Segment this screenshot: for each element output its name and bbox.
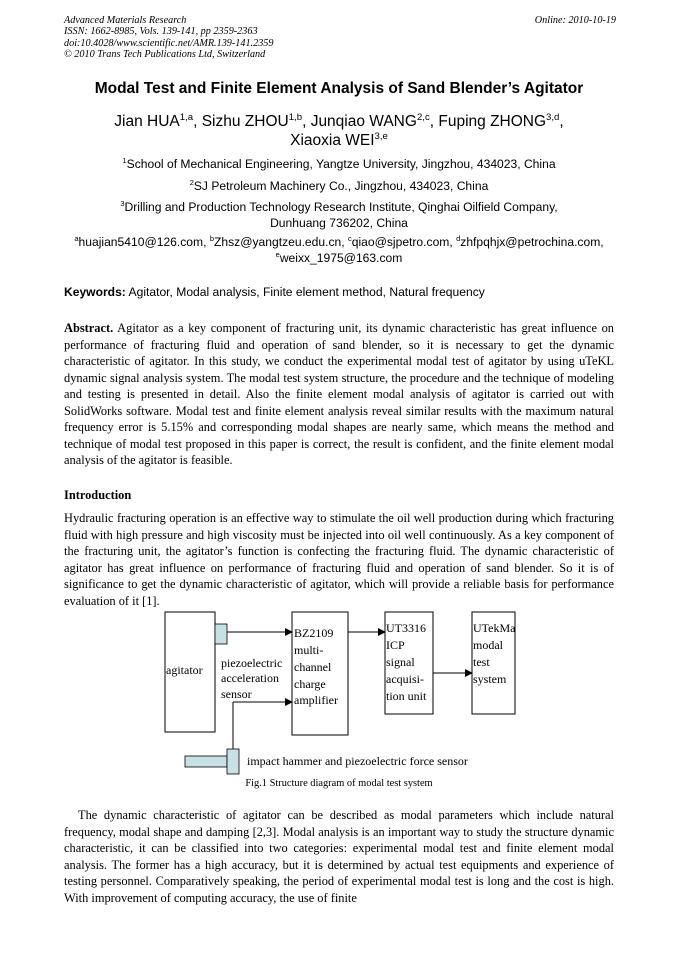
affil-mark: 3 [120, 198, 125, 208]
affiliation-2 [52, 178, 626, 194]
amplifier-label-line: charge [294, 677, 326, 691]
author-name: Junqiao WANG [310, 113, 417, 130]
online-date: Online: 2010-10-19 [534, 15, 616, 26]
email-mark: a [74, 233, 79, 243]
acquisition-label-line: ICP [386, 638, 405, 652]
modal-system-label-line: system [473, 672, 507, 686]
author-name: Sizhu ZHOU [201, 113, 289, 130]
affil-text: Drilling and Production Technology Research Institute, Qinghai Oilfield Company, [124, 200, 558, 214]
author-emails [52, 234, 626, 266]
author-affil-mark: 1,b [288, 111, 303, 123]
hammer-label: impact hammer and piezoelectric force sensor [247, 754, 468, 768]
impact-hammer-head [227, 749, 239, 774]
intro-paragraph-2: The dynamic characteristic of agitator can be described as modal parameters which include natural frequency, modal shape and damping [2,3]. Modal analysis is an important way to study the structure dynamic characteristic, it can be classified into two categories: experimental modal test and finite element modal analysis. The former has a high accuracy, but it is determined by actual test equipments and experience of testing personnel. Comparatively speaking, the period of experimental modal test is long and the cost is high. With improvement of computing accuracy, the use of finite [64, 808, 614, 905]
accelerometer-sensor-block [215, 624, 227, 644]
email-mark: b [209, 233, 214, 243]
page-header [64, 15, 616, 61]
author-affil-mark: 3,e [374, 130, 388, 142]
impact-hammer-handle [185, 756, 227, 767]
intro-paragraph-1: Hydraulic fracturing operation is an effective way to stimulate the oil well production during which fracturing fluid with high pressure and high viscosity must be injected into oil well continuously. As a key component of the fracturing unit, the agitator’s function is confecting the fracturing fluid. The dynamic characteristic of agitator has great influence on performance of fracturing fluid and operation of sand blender. So it is of significance to get the dynamic characteristic of agitator, which will provide a reliable basis for performance evaluation of it [1]. [64, 511, 614, 608]
figure-caption: Fig.1 Structure diagram of modal test system [245, 778, 433, 789]
abstract-text: Agitator as a key component of fracturing unit, its dynamic characteristic has great influence on performance of fracturing fluid and operation of sand blender, so it is necessary to get the dynamic characteristic of agitator. In this study, we conduct the experimental modal test of agitator by using uTeKL dynamic signal analysis system. The modal test system structure, the procedure and the technique of modeling and testing is presented in detail. Also the finite element modal analysis of agitator is carried out with SolidWorks software. Modal test and finite element analysis reveal similar results with the maximum natural frequency error is 5.15% and corresponding modal shapes are nearly same, which means the method and technique of modal test proposed in this paper is correct, the result is confident, and the finite element modal analysis of the agitator is feasible. [64, 321, 614, 467]
amplifier-label-line: multi- [294, 643, 324, 657]
modal-system-label-line: UTekMa [473, 621, 516, 635]
modal-test-structure-diagram [155, 605, 525, 775]
email-mark: d [456, 233, 461, 243]
abstract [64, 320, 614, 469]
affiliation-1 [52, 156, 626, 172]
email: Zhsz@yangtzeu.edu.cn, [214, 235, 348, 249]
author-name: Xiaoxia WEI [290, 132, 375, 149]
copyright-line: © 2010 Trans Tech Publications Ltd, Switzerland [64, 49, 266, 61]
author-affil-mark: 1,a [179, 111, 194, 123]
sensor-label-line: sensor [221, 687, 252, 701]
acquisition-label-line: signal [386, 655, 415, 669]
issn-line: ISSN: 1662-8985, Vols. 139-141, pp 2359-2363 [64, 26, 258, 38]
journal-name: Advanced Materials Research [64, 15, 187, 26]
doi-line: doi:10.4028/www.scientific.net/AMR.139-141.2359 [64, 37, 274, 49]
sensor-label-line: acceleration [221, 671, 279, 685]
sensor-label-line: piezoelectric [221, 656, 283, 670]
email: huajian5410@126.com, [78, 235, 210, 249]
affil-text: Dunhuang 736202, China [270, 216, 408, 230]
email-mark: e [275, 249, 280, 259]
affiliation-3 [52, 199, 626, 231]
author-name: Jian HUA [114, 113, 180, 130]
acquisition-label-line: tion unit [386, 689, 427, 703]
email: qiao@sjpetro.com, [351, 235, 457, 249]
affil-mark: 1 [122, 155, 127, 165]
paper-title: Modal Test and Finite Element Analysis of Sand Blender’s Agitator [94, 80, 584, 97]
keywords-text: Agitator, Modal analysis, Finite element method, Natural frequency [125, 285, 485, 299]
amplifier-label-line: channel [294, 660, 332, 674]
affil-mark: 2 [189, 177, 194, 187]
agitator-label: agitator [166, 663, 203, 677]
abstract-label: Abstract. [64, 321, 114, 335]
keywords-label: Keywords: [64, 285, 126, 299]
affil-text: SJ Petroleum Machinery Co., Jingzhou, 434023, China [193, 179, 489, 193]
author-list: Jian HUA$^{1,a}$, Sizhu ZHOU$^{1,b}$, Junqiao WANG$^{2,c}$, Fuping ZHONG$^{3,d}$, Xiaoxia WEI$^{3,e}$ [114, 111, 564, 149]
section-heading-introduction: Introduction [64, 488, 132, 502]
acquisition-label-line: acquisi- [386, 672, 424, 686]
affil-text: School of Mechanical Engineering, Yangtze University, Jingzhou, 434023, China [126, 157, 556, 171]
author-affil-mark: 3,d [546, 111, 560, 123]
author-name: Fuping ZHONG [438, 113, 547, 130]
modal-system-label-line: test [473, 655, 490, 669]
email-mark: c [347, 233, 352, 243]
keywords [64, 285, 624, 299]
modal-system-label-line: modal [473, 638, 503, 652]
acquisition-label-line: UT3316 [386, 621, 426, 635]
amplifier-label-line: amplifier [294, 693, 338, 707]
email: zhfpqhjx@petrochina.com, [460, 235, 604, 249]
amplifier-label-line: BZ2109 [294, 626, 334, 640]
email: weixx_1975@163.com [279, 251, 403, 265]
author-affil-mark: 2,c [416, 111, 430, 123]
